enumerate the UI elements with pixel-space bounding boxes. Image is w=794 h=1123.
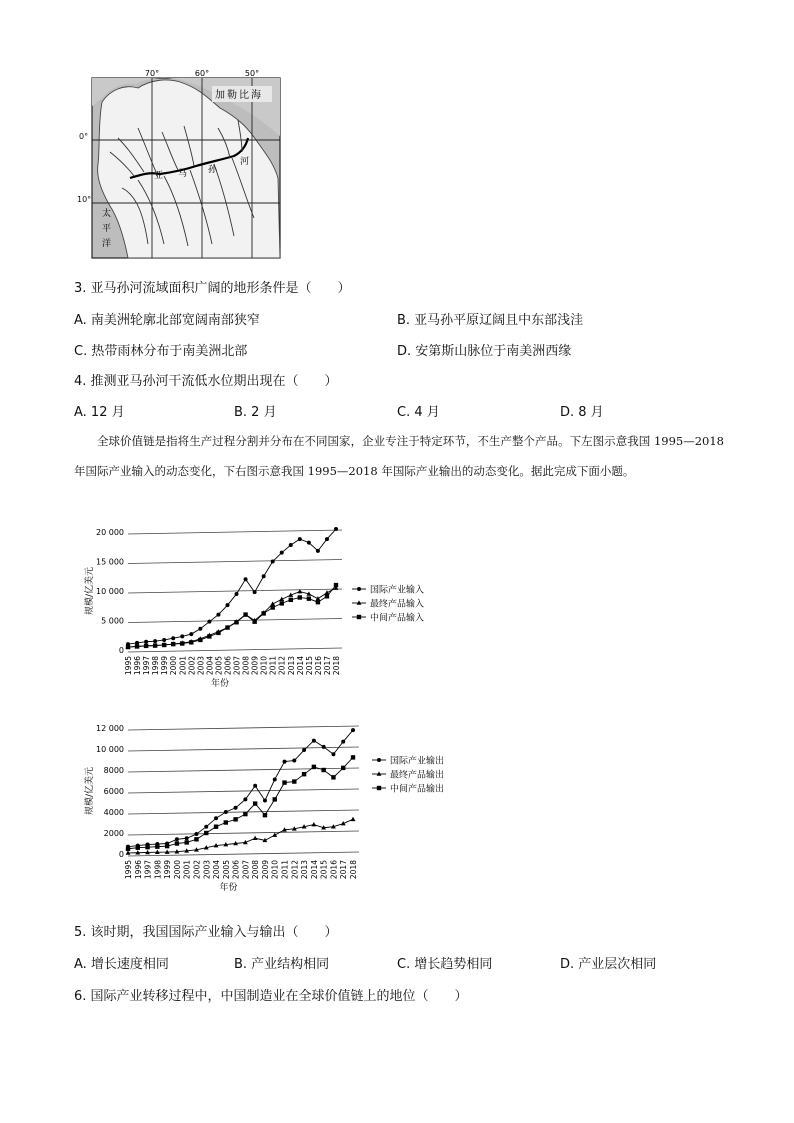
series-line: [128, 585, 336, 647]
x-tick-label: 2016: [329, 860, 339, 880]
q5-option-c[interactable]: C. 增长趋势相同: [397, 957, 493, 972]
q3-option-c[interactable]: C. 热带雨林分布于南美洲北部: [74, 344, 248, 359]
data-point: [194, 837, 198, 841]
data-point: [292, 779, 296, 783]
legend-label: 国际产业输入: [370, 585, 425, 596]
data-point: [341, 740, 345, 744]
data-point: [331, 752, 335, 756]
x-tick-label: 1999: [160, 656, 170, 676]
data-point: [180, 634, 184, 638]
y-axis-label: 规模/亿美元: [85, 566, 95, 616]
data-point: [377, 758, 381, 762]
data-point: [298, 595, 302, 599]
x-tick-label: 2008: [251, 860, 261, 880]
data-point: [331, 775, 335, 779]
ocean-label-1: 太: [102, 209, 112, 219]
data-point: [204, 825, 208, 829]
q3-option-a[interactable]: A. 南美洲轮廓北部宽阔南部狭窄: [74, 313, 260, 328]
series-2: [126, 585, 339, 648]
x-tick-label: 2000: [172, 860, 182, 880]
river-char: 河: [240, 157, 250, 167]
data-point: [234, 620, 238, 624]
data-point: [180, 641, 184, 645]
lon-label: 60°: [194, 69, 210, 78]
amazon-map: [88, 68, 288, 263]
x-tick-label: 2018: [349, 860, 358, 880]
x-axis-label: 年份: [210, 679, 230, 689]
y-tick-label: 12 000: [96, 724, 124, 733]
y-tick-label: 15 000: [96, 557, 124, 567]
gridline: [128, 726, 359, 730]
data-point: [351, 728, 355, 732]
question-4-stem: 4. 推测亚马孙河干流低水位期出现在（ ）: [74, 374, 338, 389]
data-point: [144, 644, 148, 648]
river-char: 马: [178, 169, 188, 179]
data-point: [198, 638, 202, 642]
data-point: [207, 634, 211, 638]
data-point: [334, 527, 338, 531]
x-tick-label: 2006: [231, 860, 241, 880]
x-tick-label: 2017: [339, 860, 349, 880]
x-tick-label: 2000: [169, 656, 179, 676]
data-point: [316, 549, 320, 553]
x-tick-label: 2017: [322, 656, 332, 676]
data-point: [321, 768, 325, 772]
x-tick-label: 2005: [221, 860, 231, 880]
data-point: [225, 625, 229, 629]
legend-label: 最终产品输入: [370, 599, 425, 610]
x-tick-label: 2002: [187, 656, 197, 676]
data-point: [126, 847, 130, 851]
y-tick-label: 20 000: [96, 528, 124, 537]
x-tick-label: 2010: [270, 860, 280, 880]
data-point: [216, 631, 220, 635]
x-tick-label: 2011: [268, 656, 278, 676]
data-point: [243, 797, 247, 801]
data-point: [145, 845, 149, 849]
data-point: [307, 596, 311, 600]
data-point: [194, 832, 198, 836]
legend-label: 中间产品输出: [390, 784, 445, 795]
data-point: [252, 619, 256, 623]
data-point: [307, 541, 311, 545]
series-1: [126, 527, 338, 646]
x-tick-label: 2002: [192, 860, 202, 880]
data-point: [253, 801, 257, 805]
question-6-stem: 6. 国际产业转移过程中，中国制造业在全球价值链上的地位（ ）: [74, 989, 468, 1004]
x-tick-label: 2007: [241, 860, 251, 880]
y-tick-label: 4000: [103, 808, 124, 817]
lat-label: 0°: [79, 132, 89, 141]
x-tick-label: 1998: [153, 860, 163, 880]
x-tick-label: 2014: [295, 656, 305, 676]
x-tick-label: 2007: [232, 656, 242, 676]
legend-label: 最终产品输出: [390, 770, 445, 781]
data-point: [184, 840, 188, 844]
data-point: [162, 638, 166, 642]
y-tick-label: 0: [118, 646, 124, 655]
data-point: [351, 755, 355, 759]
x-tick-label: 1999: [163, 860, 173, 880]
data-point: [322, 745, 326, 749]
sea-label: 加勒比海: [215, 90, 263, 101]
y-tick-label: 10 000: [96, 587, 124, 596]
x-tick-label: 2008: [241, 656, 251, 676]
series-line: [128, 529, 336, 644]
data-point: [198, 627, 202, 631]
y-tick-label: 6000: [103, 787, 124, 796]
river-char: 亚: [154, 171, 164, 181]
data-point: [155, 844, 159, 848]
lon-label: 50°: [244, 69, 260, 78]
series-2: [126, 817, 356, 855]
data-point: [175, 837, 179, 841]
q4-option-c[interactable]: C. 4 月: [397, 405, 440, 420]
q5-option-b[interactable]: B. 产业结构相同: [234, 957, 330, 972]
data-point: [280, 601, 284, 605]
x-tick-label: 1995: [124, 860, 133, 880]
data-point: [233, 817, 237, 821]
data-point: [224, 810, 228, 814]
data-point: [126, 645, 130, 649]
data-point: [298, 537, 302, 541]
data-point: [253, 590, 257, 594]
q4-option-a[interactable]: A. 12 月: [74, 405, 125, 420]
data-point: [204, 831, 208, 835]
legend-label: 国际产业输出: [390, 756, 445, 767]
data-point: [165, 844, 169, 848]
passage-text: 全球价值链是指将生产过程分割并分布在不同国家，企业专注于特定环节，不生产整个产品。下左图示意我国 1995—2018 年国际产业输入的动态变化，下右图示意我国 1995—2018 年国际产业输出的动态变化。据此完成下面小题。: [74, 434, 724, 478]
x-tick-label: 2015: [319, 860, 329, 880]
data-point: [185, 836, 189, 840]
x-tick-label: 2009: [260, 860, 270, 880]
data-point: [273, 777, 277, 781]
ocean-label-2: 平: [102, 224, 112, 234]
data-point: [144, 640, 148, 644]
data-point: [262, 574, 266, 578]
x-tick-label: 2011: [280, 860, 290, 880]
data-point: [377, 786, 381, 790]
data-point: [280, 551, 284, 555]
data-point: [214, 816, 218, 820]
q4-option-b[interactable]: B. 2 月: [234, 405, 277, 420]
data-point: [224, 820, 228, 824]
data-point: [351, 817, 356, 821]
river-char: 孙: [208, 165, 218, 175]
data-point: [244, 577, 248, 581]
data-point: [325, 594, 329, 598]
x-tick-label: 2016: [313, 656, 323, 676]
data-point: [171, 636, 175, 640]
x-tick-label: 1997: [143, 860, 153, 880]
data-point: [341, 766, 345, 770]
series-line: [128, 588, 336, 647]
gridline: [128, 648, 342, 652]
data-point: [136, 846, 140, 850]
x-tick-label: 2013: [300, 860, 310, 880]
data-point: [216, 613, 220, 617]
data-point: [234, 806, 238, 810]
data-point: [243, 812, 247, 816]
data-point: [357, 587, 361, 591]
q5-option-a[interactable]: A. 增长速度相同: [74, 957, 169, 972]
import-chart: [80, 520, 460, 700]
data-point: [271, 560, 275, 564]
x-tick-label: 2012: [277, 656, 287, 676]
export-chart: [80, 718, 460, 918]
data-point: [243, 612, 247, 616]
x-tick-label: 1996: [133, 860, 143, 880]
lon-label: 70°: [144, 69, 160, 78]
data-point: [153, 639, 157, 643]
x-tick-label: 2014: [309, 860, 319, 880]
data-point: [357, 615, 361, 619]
series-line: [128, 819, 353, 853]
x-tick-label: 1995: [124, 656, 133, 676]
x-axis-label: 年份: [219, 883, 238, 893]
legend-label: 中间产品输入: [370, 613, 425, 624]
data-point: [273, 797, 277, 801]
data-point: [171, 642, 175, 646]
x-tick-label: 1997: [142, 656, 152, 676]
q3-option-d[interactable]: D. 安第斯山脉位于南美洲西缘: [397, 344, 572, 359]
data-point: [135, 644, 139, 648]
data-point: [263, 813, 267, 817]
data-point: [289, 598, 293, 602]
data-point: [292, 759, 296, 763]
x-tick-label: 2003: [202, 860, 212, 880]
data-point: [302, 772, 306, 776]
data-point: [153, 643, 157, 647]
x-tick-label: 2004: [212, 860, 222, 880]
x-tick-label: 2001: [178, 656, 188, 676]
y-tick-label: 10 000: [96, 745, 124, 754]
data-point: [270, 605, 274, 609]
data-point: [189, 632, 193, 636]
data-point: [312, 765, 316, 769]
x-tick-label: 2018: [332, 656, 341, 676]
y-tick-label: 2000: [103, 829, 124, 838]
data-point: [311, 822, 316, 826]
gridline: [128, 831, 359, 835]
x-tick-label: 2001: [182, 860, 192, 880]
data-point: [214, 825, 218, 829]
x-tick-label: 2009: [250, 656, 260, 676]
question-3-stem: 3. 亚马孙河流域面积广阔的地形条件是（ ）: [74, 281, 351, 296]
data-point: [289, 543, 293, 547]
gridline: [128, 560, 342, 564]
y-tick-label: 0: [118, 850, 124, 859]
q3-option-b[interactable]: B. 亚马孙平原辽阔且中东部浅洼: [397, 313, 584, 328]
data-point: [312, 739, 316, 743]
data-point: [334, 583, 338, 587]
data-point: [162, 643, 166, 647]
ocean-label-3: 洋: [102, 239, 112, 249]
data-point: [253, 784, 257, 788]
gridline: [128, 589, 342, 593]
data-point: [189, 640, 193, 644]
series-1: [126, 728, 355, 849]
y-tick-label: 8000: [103, 766, 124, 775]
x-tick-label: 2004: [205, 656, 215, 676]
data-point: [175, 841, 179, 845]
y-axis-label: 规模/亿美元: [85, 766, 95, 816]
data-point: [316, 600, 320, 604]
data-point: [261, 611, 265, 615]
x-tick-label: 2015: [304, 656, 314, 676]
x-tick-label: 2013: [286, 656, 296, 676]
data-point: [225, 603, 229, 607]
q5-option-d[interactable]: D. 产业层次相同: [560, 957, 657, 972]
data-point: [325, 537, 329, 541]
x-tick-label: 2003: [196, 656, 206, 676]
data-point: [253, 836, 258, 840]
question-5-stem: 5. 该时期，我国国际产业输入与输出（ ）: [74, 925, 338, 940]
x-tick-label: 1998: [151, 656, 161, 676]
data-point: [235, 592, 239, 596]
x-tick-label: 2012: [290, 860, 300, 880]
q4-option-d[interactable]: D. 8 月: [560, 405, 604, 420]
data-point: [282, 780, 286, 784]
data-point: [283, 760, 287, 764]
lat-label: 10°: [77, 195, 92, 204]
x-tick-label: 1996: [133, 656, 143, 676]
x-tick-label: 2005: [214, 656, 224, 676]
data-point: [207, 620, 211, 624]
gridline: [128, 530, 342, 534]
x-tick-label: 2010: [259, 656, 269, 676]
data-point: [302, 748, 306, 752]
y-tick-label: 5 000: [101, 616, 124, 626]
gridline: [128, 789, 359, 793]
x-tick-label: 2006: [223, 656, 233, 676]
data-point: [263, 798, 267, 802]
